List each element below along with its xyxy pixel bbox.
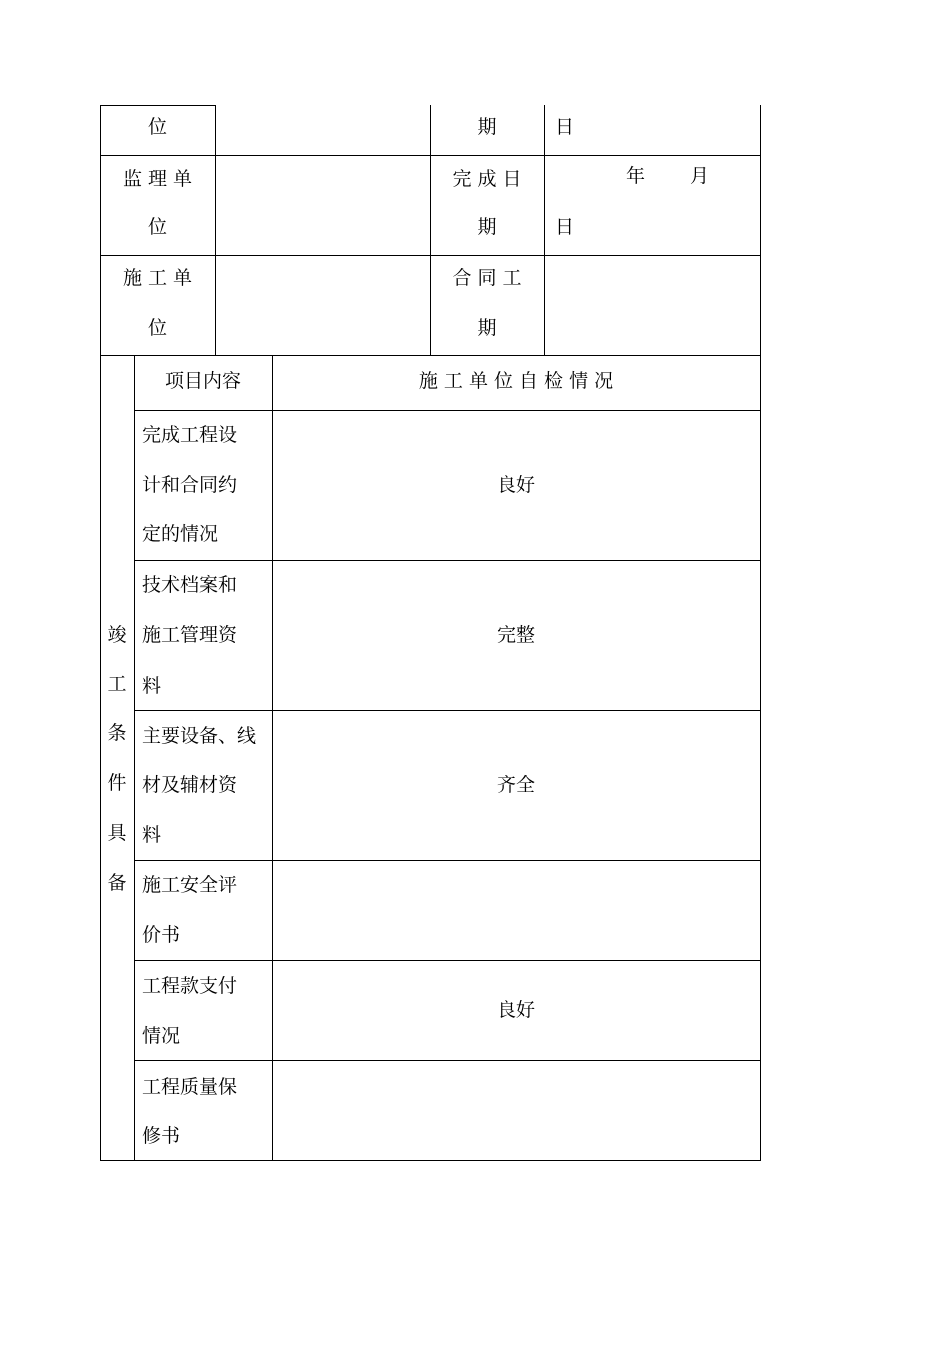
side-char: 条 [107, 722, 127, 744]
completion-date-year: 年 [626, 165, 646, 187]
date-value-continued: 日 [555, 116, 575, 138]
completion-date-label: 完 成 日 [452, 168, 522, 190]
date-label-continued: 期 [477, 116, 497, 138]
side-char: 工 [107, 673, 127, 695]
grid-line [134, 960, 761, 961]
item-text: 工程质量保 [142, 1076, 238, 1098]
completion-date-day: 日 [555, 216, 575, 238]
supervision-unit-label: 监 理 单 [122, 168, 193, 190]
item-text: 工程款支付 [142, 975, 238, 997]
self-check-result: 良好 [496, 999, 535, 1021]
grid-line [100, 1160, 761, 1161]
self-check-result: 完整 [496, 624, 535, 646]
side-char: 竣 [107, 624, 127, 646]
item-text: 计和合同约 [142, 474, 238, 496]
grid-line [100, 355, 761, 356]
grid-line [134, 560, 761, 561]
grid-line [134, 860, 761, 861]
column-header-self-check: 施 工 单 位 自 检 情 况 [418, 370, 614, 392]
item-text: 料 [142, 824, 162, 846]
item-text: 价书 [142, 924, 181, 946]
item-text: 完成工程设 [142, 424, 238, 446]
side-char: 件 [107, 772, 127, 794]
item-text: 技术档案和 [142, 574, 238, 596]
completion-date-label-2: 期 [477, 216, 497, 238]
side-char: 备 [107, 872, 127, 894]
self-check-result: 齐全 [496, 774, 535, 796]
grid-line [760, 105, 761, 1161]
item-text: 主要设备、线 [142, 725, 257, 747]
completion-date-month: 月 [690, 165, 710, 187]
item-text: 材及辅材资 [142, 774, 238, 796]
supervision-unit-label-2: 位 [147, 216, 167, 238]
self-check-result: 良好 [496, 474, 535, 496]
construction-unit-label: 施 工 单 [122, 267, 193, 289]
item-text: 定的情况 [142, 523, 219, 545]
grid-line [134, 410, 761, 411]
item-text: 施工安全评 [142, 874, 238, 896]
grid-line [134, 710, 761, 711]
item-text: 修书 [142, 1125, 181, 1147]
item-text: 施工管理资 [142, 624, 238, 646]
contract-period-label: 合 同 工 [452, 267, 522, 289]
item-text: 情况 [142, 1025, 181, 1047]
unit-label-continued: 位 [147, 116, 167, 138]
grid-line [215, 105, 216, 355]
side-char: 具 [107, 822, 127, 844]
construction-unit-label-2: 位 [147, 317, 167, 339]
grid-line [100, 105, 215, 106]
column-header-item: 项目内容 [164, 370, 241, 392]
contract-period-label-2: 期 [477, 317, 497, 339]
item-text: 料 [142, 675, 162, 697]
grid-line [134, 1060, 761, 1061]
grid-line [544, 105, 545, 355]
grid-line [134, 355, 135, 1160]
